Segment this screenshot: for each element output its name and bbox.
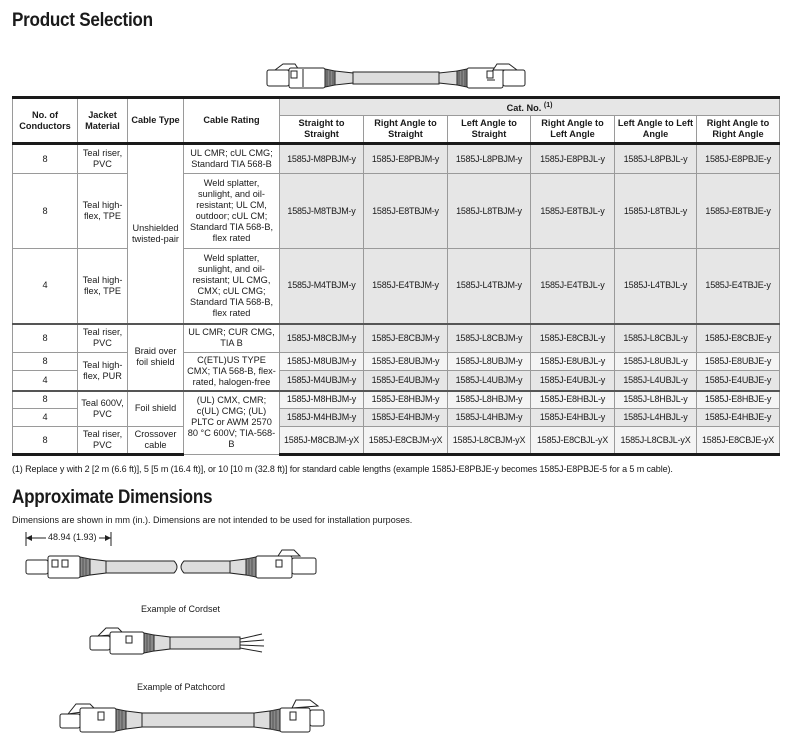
cell-part-number: 1585J-E8CBJL-y [531, 324, 615, 353]
cell-rating: Weld splatter, sunlight, and oil-resistant; UL CMG, CMX; cUL CMG; Standard TIA 568-B, flex rated [184, 249, 280, 324]
cell-conductors: 8 [13, 391, 78, 409]
cell-part-number: 1585J-L8CBJM-y [448, 324, 531, 353]
cell-jacket: Teal riser, PVC [78, 144, 128, 174]
cat-no-footnote-ref: (1) [543, 101, 553, 109]
cell-part-number: 1585J-L8HBJM-y [448, 391, 531, 409]
cell-part-number: 1585J-E4HBJM-y [364, 409, 448, 427]
cell-part-number: 1585J-E8UBJE-y [697, 353, 780, 371]
cell-jacket: Teal riser, PVC [78, 427, 128, 455]
cell-jacket: Teal high-flex, PUR [78, 353, 128, 391]
cell-part-number: 1585J-E8HBJM-y [364, 391, 448, 409]
cell-rating: C(ETL)US TYPE CMX; TIA 568-B, flex-rated, halogen-free [184, 353, 280, 391]
cell-part-number: 1585J-E8CBJE-y [697, 324, 780, 353]
cell-part-number: 1585J-E8PBJL-y [531, 144, 615, 174]
dimension-label: 48.94 (1.93) [48, 532, 97, 542]
cell-part-number: 1585J-E8TBJE-y [697, 174, 780, 249]
cell-conductors: 8 [13, 353, 78, 371]
cell-jacket: Teal 600V, PVC [78, 391, 128, 427]
cell-rating: (UL) CMX, CMR; c(UL) CMG; (UL) PLTC or AWM 2570 80 °C 600V; TIA-568-B [184, 391, 280, 455]
cell-part-number: 1585J-L8UBJL-y [615, 353, 697, 371]
cell-cable-type: Unshielded twisted-pair [128, 144, 184, 324]
cell-part-number: 1585J-E8PBJM-y [364, 144, 448, 174]
section-title: Approximate Dimensions [12, 487, 213, 508]
cell-conductors: 4 [13, 409, 78, 427]
table-row [13, 324, 780, 353]
cell-jacket: Teal high-flex, TPE [78, 249, 128, 324]
cell-part-number: 1585J-M8UBJM-y [280, 353, 364, 371]
header-variant: Right Angle to Straight [364, 116, 448, 144]
cell-part-number: 1585J-E8CBJM-yX [364, 427, 448, 455]
cell-part-number: 1585J-L8UBJM-y [448, 353, 531, 371]
cell-part-number: 1585J-L4UBJM-y [448, 371, 531, 391]
cell-part-number: 1585J-E8CBJL-yX [531, 427, 615, 455]
cell-part-number: 1585J-E8PBJE-y [697, 144, 780, 174]
cell-part-number: 1585J-E8HBJE-y [697, 391, 780, 409]
table-row [13, 427, 780, 455]
cell-part-number: 1585J-M4TBJM-y [280, 249, 364, 324]
cell-part-number: 1585J-L8CBJL-yX [615, 427, 697, 455]
cell-rating: UL CMR; CUR CMG, TIA B [184, 324, 280, 353]
cell-jacket: Teal high-flex, TPE [78, 174, 128, 249]
cell-part-number: 1585J-E4HBJL-y [531, 409, 615, 427]
cell-part-number: 1585J-L8CBJL-y [615, 324, 697, 353]
cell-part-number: 1585J-E8UBJL-y [531, 353, 615, 371]
cell-part-number: 1585J-E4TBJM-y [364, 249, 448, 324]
cell-part-number: 1585J-E8HBJL-y [531, 391, 615, 409]
cell-part-number: 1585J-M8TBJM-y [280, 174, 364, 249]
cell-part-number: 1585J-M8CBJM-y [280, 324, 364, 353]
cell-part-number: 1585J-L8TBJL-y [615, 174, 697, 249]
caption-patchcord: Example of Patchcord [137, 682, 226, 692]
cat-no-label: Cat. No. [506, 103, 542, 114]
cell-part-number: 1585J-E8TBJM-y [364, 174, 448, 249]
cell-part-number: 1585J-E4TBJL-y [531, 249, 615, 324]
table-row [13, 391, 780, 409]
cell-part-number: 1585J-L8HBJL-y [615, 391, 697, 409]
header-jacket: Jacket Material [78, 98, 128, 144]
dimension-drawing [24, 548, 320, 582]
cell-part-number: 1585J-E4TBJE-y [697, 249, 780, 324]
header-cable-rating: Cable Rating [184, 98, 280, 144]
product-selection-table [12, 96, 780, 456]
cell-part-number: 1585J-E8UBJM-y [364, 353, 448, 371]
cell-part-number: 1585J-E4UBJL-y [531, 371, 615, 391]
cell-part-number: 1585J-L8PBJL-y [615, 144, 697, 174]
cell-part-number: 1585J-E4UBJM-y [364, 371, 448, 391]
cell-rating: Weld splatter, sunlight, and oil-resistant; UL CM, outdoor; cUL CM; Standard TIA 568-B, flex rated [184, 174, 280, 249]
cell-cable-type: Braid over foil shield [128, 324, 184, 391]
cell-part-number: 1585J-L8TBJM-y [448, 174, 531, 249]
cell-conductors: 8 [13, 324, 78, 353]
cell-conductors: 8 [13, 174, 78, 249]
header-variant: Left Angle to Straight [448, 116, 531, 144]
header-conductors: No. of Conductors [13, 98, 78, 144]
patchcord-example-illustration [56, 696, 328, 738]
patchcord-illustration [265, 60, 527, 92]
cell-part-number: 1585J-M8PBJM-y [280, 144, 364, 174]
dimensions-note: Dimensions are shown in mm (in.). Dimensions are not intended to be used for installation purposes. [12, 515, 413, 525]
cell-part-number: 1585J-L4HBJM-y [448, 409, 531, 427]
cell-part-number: 1585J-M4HBJM-y [280, 409, 364, 427]
cell-conductors: 8 [13, 427, 78, 455]
cell-part-number: 1585J-E4HBJE-y [697, 409, 780, 427]
cell-part-number: 1585J-M8CBJM-yX [280, 427, 364, 455]
cell-part-number: 1585J-L8CBJM-yX [448, 427, 531, 455]
cell-part-number: 1585J-E8CBJE-yX [697, 427, 780, 455]
cordset-illustration [86, 620, 266, 660]
table-footnote: (1) Replace y with 2 [2 m (6.6 ft)], 5 [5 m (16.4 ft)], or 10 [10 m (32.8 ft)] for standard cable lengths (example 1585J-E8PBJE-y becomes 1585J-E8PBJE-5 for a 5 m cable). [12, 464, 673, 474]
cell-part-number: 1585J-E8CBJM-y [364, 324, 448, 353]
header-cat-no [280, 98, 780, 116]
caption-cordset: Example of Cordset [141, 604, 221, 614]
table-row [13, 144, 780, 174]
cell-jacket: Teal riser, PVC [78, 324, 128, 353]
header-variant: Left Angle to Left Angle [615, 116, 697, 144]
cell-part-number: 1585J-L4TBJM-y [448, 249, 531, 324]
cell-rating: UL CMR; cUL CMG; Standard TIA 568-B [184, 144, 280, 174]
cell-part-number: 1585J-E8TBJL-y [531, 174, 615, 249]
page-title: Product Selection [12, 10, 153, 31]
cell-part-number: 1585J-L4HBJL-y [615, 409, 697, 427]
cell-cable-type: Foil shield [128, 391, 184, 427]
cell-cable-type: Crossover cable [128, 427, 184, 455]
cell-conductors: 4 [13, 249, 78, 324]
cell-conductors: 4 [13, 371, 78, 391]
cell-conductors: 8 [13, 144, 78, 174]
header-variant: Straight to Straight [280, 116, 364, 144]
cell-part-number: 1585J-E4UBJE-y [697, 371, 780, 391]
cell-part-number: 1585J-L4UBJL-y [615, 371, 697, 391]
header-variant: Right Angle to Left Angle [531, 116, 615, 144]
cell-part-number: 1585J-L8PBJM-y [448, 144, 531, 174]
header-cable-type: Cable Type [128, 98, 184, 144]
cell-part-number: 1585J-M8HBJM-y [280, 391, 364, 409]
header-variant: Right Angle to Right Angle [697, 116, 780, 144]
cell-part-number: 1585J-M4UBJM-y [280, 371, 364, 391]
cell-part-number: 1585J-L4TBJL-y [615, 249, 697, 324]
